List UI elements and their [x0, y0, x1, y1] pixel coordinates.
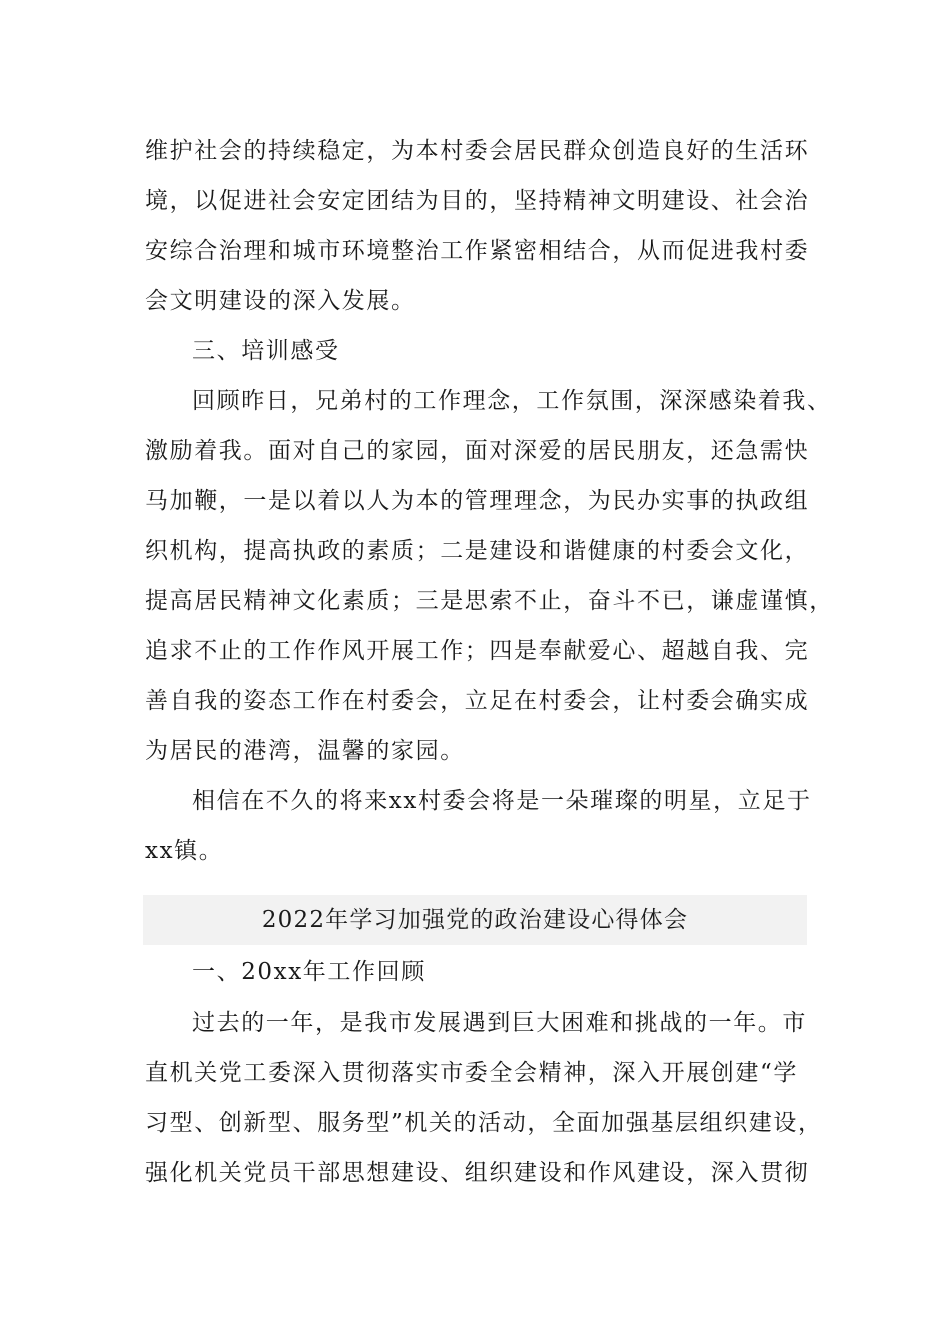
paragraph-line: 激励着我。面对自己的家园，面对深爱的居民朋友，还急需快 — [145, 438, 810, 464]
paragraph-line: 善自我的姿态工作在村委会，立足在村委会，让村委会确实成 — [145, 688, 810, 714]
paragraph-line: 马加鞭，一是以着以人为本的管理理念，为民办实事的执政组 — [145, 488, 810, 514]
paragraph-line: 会文明建设的深入发展。 — [145, 288, 416, 314]
paragraph-line: 织机构，提高执政的素质；二是建设和谐健康的村委会文化， — [145, 538, 810, 564]
paragraph-line: 回顾昨日，兄弟村的工作理念，工作氛围，深深感染着我、 — [192, 388, 832, 414]
section-heading: 一、20xx年工作回顾 — [192, 959, 426, 985]
paragraph-line: 维护社会的持续稳定，为本村委会居民群众创造良好的生活环 — [145, 138, 810, 164]
paragraph-line: 相信在不久的将来xx村委会将是一朵璀璨的明星，立足于 — [192, 788, 812, 814]
paragraph-line: 直机关党工委深入贯彻落实市委全会精神，深入开展创建“学 — [145, 1060, 798, 1086]
paragraph-line: 为居民的港湾，温馨的家园。 — [145, 738, 465, 764]
paragraph-line: 安综合治理和城市环境整治工作紧密相结合，从而促进我村委 — [145, 238, 810, 264]
section-heading: 三、培训感受 — [192, 338, 340, 364]
paragraph-line: 过去的一年，是我市发展遇到巨大困难和挑战的一年。市 — [192, 1010, 807, 1036]
article-title-bar — [143, 895, 807, 945]
paragraph-line: xx镇。 — [145, 838, 224, 864]
paragraph-line: 境，以促进社会安定团结为目的，坚持精神文明建设、社会治 — [145, 188, 810, 214]
paragraph-line: 强化机关党员干部思想建设、组织建设和作风建设，深入贯彻 — [145, 1160, 810, 1186]
paragraph-line: 习型、创新型、服务型”机关的活动，全面加强基层组织建设， — [145, 1110, 823, 1136]
article-title: 2022年学习加强党的政治建设心得体会 — [261, 907, 689, 933]
paragraph-line: 提高居民精神文化素质；三是思索不止，奋斗不已，谦虚谨慎， — [145, 588, 834, 614]
paragraph-line: 追求不止的工作作风开展工作；四是奉献爱心、超越自我、完 — [145, 638, 810, 664]
